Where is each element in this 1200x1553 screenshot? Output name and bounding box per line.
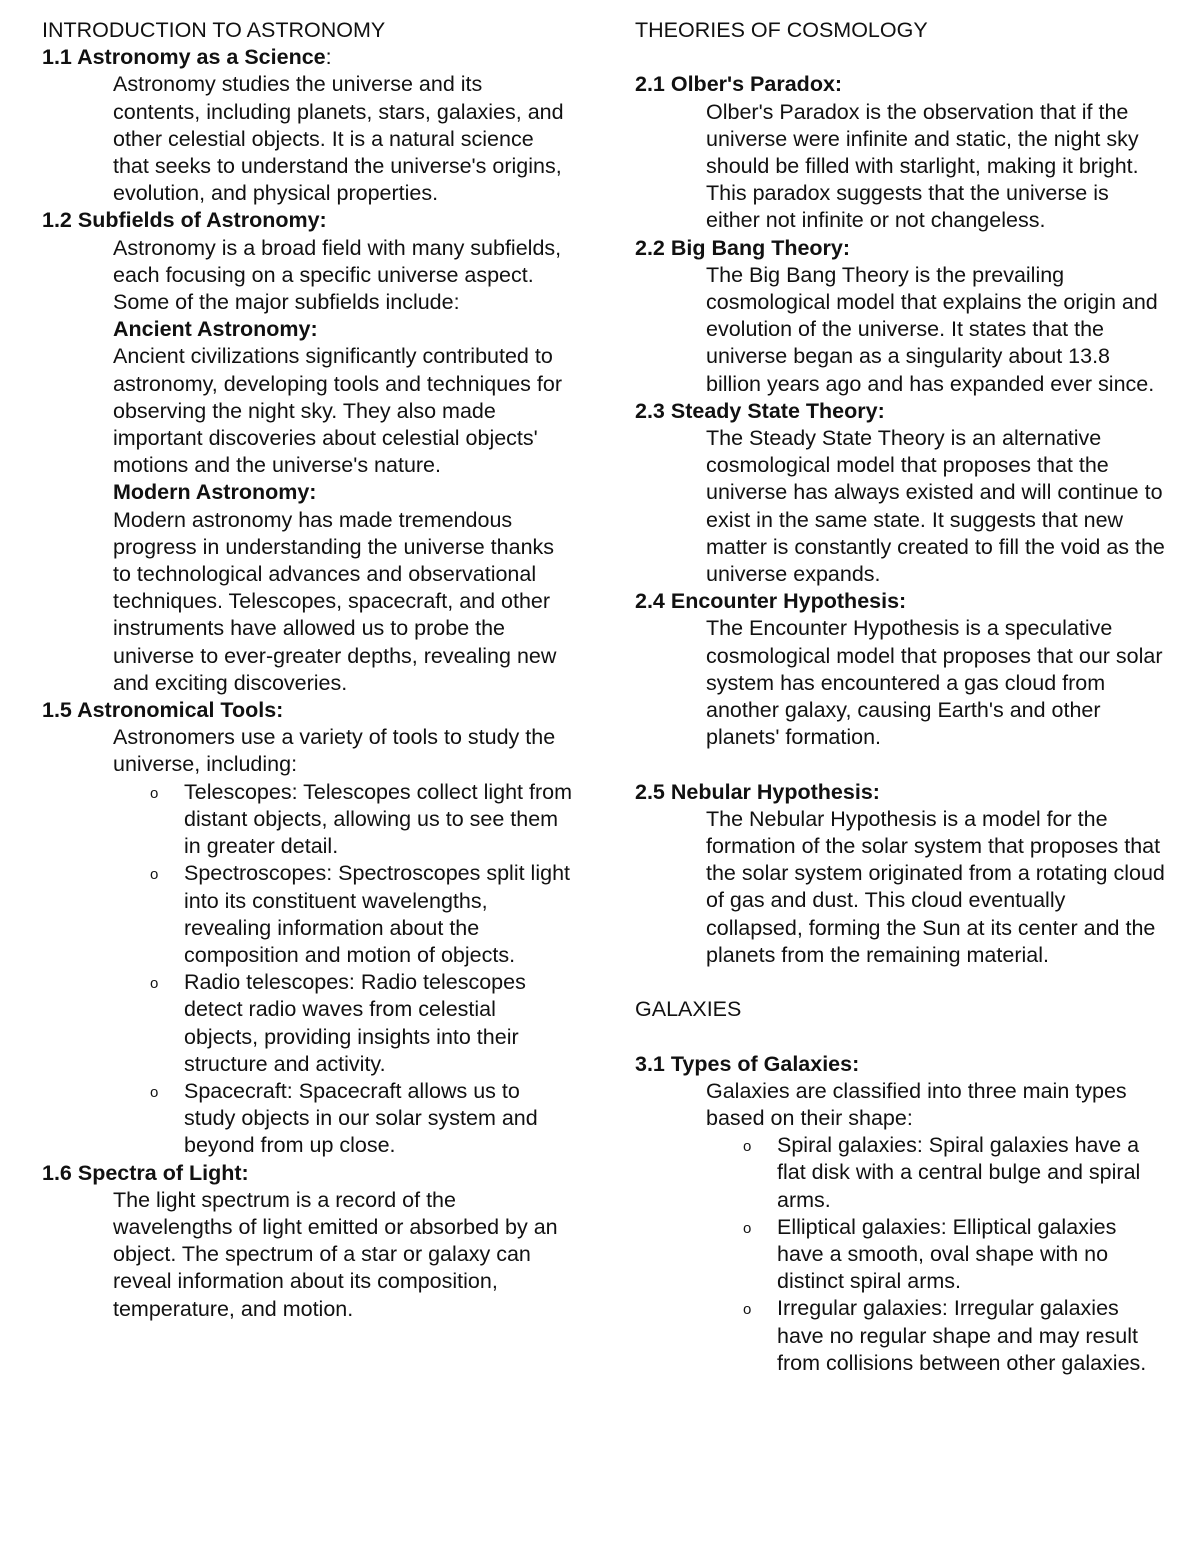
list-item-text: Spectroscopes: Spectroscopes split light into its constituent wavelengths, revealing information about the composition and motion of objects. xyxy=(184,861,571,967)
right-column xyxy=(635,17,1165,1377)
list-item-text: Irregular galaxies: Irregular galaxies have no regular shape and may result from collisions between other galaxies. xyxy=(777,1296,1147,1375)
section-1-6 xyxy=(42,1160,572,1323)
heading-1-5: 1.5 Astronomical Tools: xyxy=(42,698,284,723)
body-1-6: The light spectrum is a record of the wavelengths of light emitted or absorbed by an object. The spectrum of a star or galaxy can reveal information about its composition, temperature, and motion. xyxy=(113,1187,558,1321)
heading-1-1-colon: : xyxy=(325,45,332,70)
spacer xyxy=(635,1023,1165,1050)
list-item-text: Spacecraft: Spacecraft allows us to study objects in our solar system and beyond from up close. xyxy=(184,1078,538,1158)
bullet-icon: o xyxy=(150,784,159,802)
bullet-icon: o xyxy=(150,1083,159,1101)
body-modern-astronomy: Modern astronomy has made tremendous progress in understanding the universe thanks to technological advances and observational techniques. Telescopes, spacecraft, and other instruments have allowed us to probe the universe to ever-greater depths, revealing new and exciting discoveries. xyxy=(113,507,557,695)
body-2-3: The Steady State Theory is an alternative cosmological model that proposes that the universe has always existed and will continue to exist in the same state. It suggests that new matter is constantly created to fill the void as the universe expands. xyxy=(706,426,1165,587)
section-2-4 xyxy=(635,588,1165,751)
heading-2-3: 2.3 Steady State Theory: xyxy=(635,398,885,423)
body-1-2: Astronomy is a broad field with many subfields, each focusing on a specific universe aspect. Some of the major subfields include: xyxy=(113,235,562,315)
heading-2-4: 2.4 Encounter Hypothesis: xyxy=(635,589,907,614)
section-title-intro: INTRODUCTION TO ASTRONOMY xyxy=(42,18,386,42)
section-2-1 xyxy=(635,71,1165,234)
heading-2-2: 2.2 Big Bang Theory: xyxy=(635,235,851,260)
section-2-2 xyxy=(635,235,1165,398)
galaxy-types-list xyxy=(635,1132,1165,1377)
bullet-icon: o xyxy=(743,1219,752,1237)
body-2-5: The Nebular Hypothesis is a model for the formation of the solar system that proposes that the solar system originated from a rotating cloud of gas and dust. This cloud eventually collapsed, forming the Sun at its center and the planets from the remaining material. xyxy=(706,806,1165,967)
list-item-text: Telescopes: Telescopes collect light from distant objects, allowing us to see them in greater detail. xyxy=(184,779,572,859)
spacer xyxy=(635,44,1165,71)
list-item-text: Elliptical galaxies: Elliptical galaxies have a smooth, oval shape with no distinct spiral arms. xyxy=(777,1214,1117,1294)
heading-ancient-astronomy: Ancient Astronomy: xyxy=(113,317,318,342)
heading-2-1: 2.1 Olber's Paradox: xyxy=(635,72,843,97)
section-2-5 xyxy=(635,779,1165,969)
list-item xyxy=(113,860,572,969)
body-2-4: The Encounter Hypothesis is a speculative cosmological model that proposes that our solar system has encountered a gas cloud from another galaxy, causing Earth's and other planets' formation. xyxy=(706,616,1163,750)
bullet-icon: o xyxy=(743,1138,752,1156)
list-item xyxy=(113,779,572,861)
heading-1-6: 1.6 Spectra of Light: xyxy=(42,1160,249,1185)
heading-1-1-text: 1.1 Astronomy as a Science xyxy=(42,45,326,70)
body-1-5: Astronomers use a variety of tools to study the universe, including: xyxy=(113,725,556,777)
spacer xyxy=(635,969,1165,996)
section-1-5 xyxy=(42,697,572,1159)
body-1-1: Astronomy studies the universe and its contents, including planets, stars, galaxies, and other celestial objects. It is a natural science that seeks to understand the universe's origins, evolution, and physical properties. xyxy=(113,72,564,206)
body-3-1: Galaxies are classified into three main types based on their shape: xyxy=(706,1078,1127,1131)
section-1-1 xyxy=(42,44,572,207)
bullet-icon: o xyxy=(150,866,159,884)
tools-list xyxy=(42,779,572,1160)
body-ancient-astronomy: Ancient civilizations significantly contributed to astronomy, developing tools and techniques for observing the night sky. They also made important discoveries about celestial objects' motions and the universe's nature. xyxy=(113,344,562,478)
list-item xyxy=(706,1295,1165,1377)
list-item xyxy=(113,969,572,1078)
bullet-icon: o xyxy=(743,1301,752,1319)
list-item-text: Radio telescopes: Radio telescopes detect radio waves from celestial objects, providing insights into their structure and activity. xyxy=(184,970,526,1076)
list-item xyxy=(706,1214,1165,1296)
spacer xyxy=(635,751,1165,778)
heading-modern-astronomy: Modern Astronomy: xyxy=(113,480,317,505)
list-item xyxy=(113,1078,572,1160)
list-item-text: Spiral galaxies: Spiral galaxies have a flat disk with a central bulge and spiral arms. xyxy=(777,1133,1141,1212)
body-2-2: The Big Bang Theory is the prevailing cosmological model that explains the origin and evolution of the universe. It states that the universe began as a singularity about 13.8 billion years ago and has expanded ever since. xyxy=(706,262,1158,396)
heading-1-1 xyxy=(42,44,572,71)
section-2-3 xyxy=(635,398,1165,588)
body-2-1: Olber's Paradox is the observation that if the universe were infinite and static, the night sky should be filled with starlight, making it bright. This paradox suggests that the universe is either not infinite or not changeless. xyxy=(706,99,1139,233)
section-title-galaxies: GALAXIES xyxy=(635,997,742,1022)
section-3-1 xyxy=(635,1051,1165,1377)
list-item xyxy=(706,1132,1165,1214)
heading-2-5: 2.5 Nebular Hypothesis: xyxy=(635,779,880,804)
section-title-cosmology: THEORIES OF COSMOLOGY xyxy=(635,18,928,42)
section-1-2 xyxy=(42,207,572,697)
heading-3-1: 3.1 Types of Galaxies: xyxy=(635,1051,860,1076)
heading-1-2: 1.2 Subfields of Astronomy: xyxy=(42,208,327,233)
bullet-icon: o xyxy=(150,975,159,993)
left-column xyxy=(42,17,572,1323)
